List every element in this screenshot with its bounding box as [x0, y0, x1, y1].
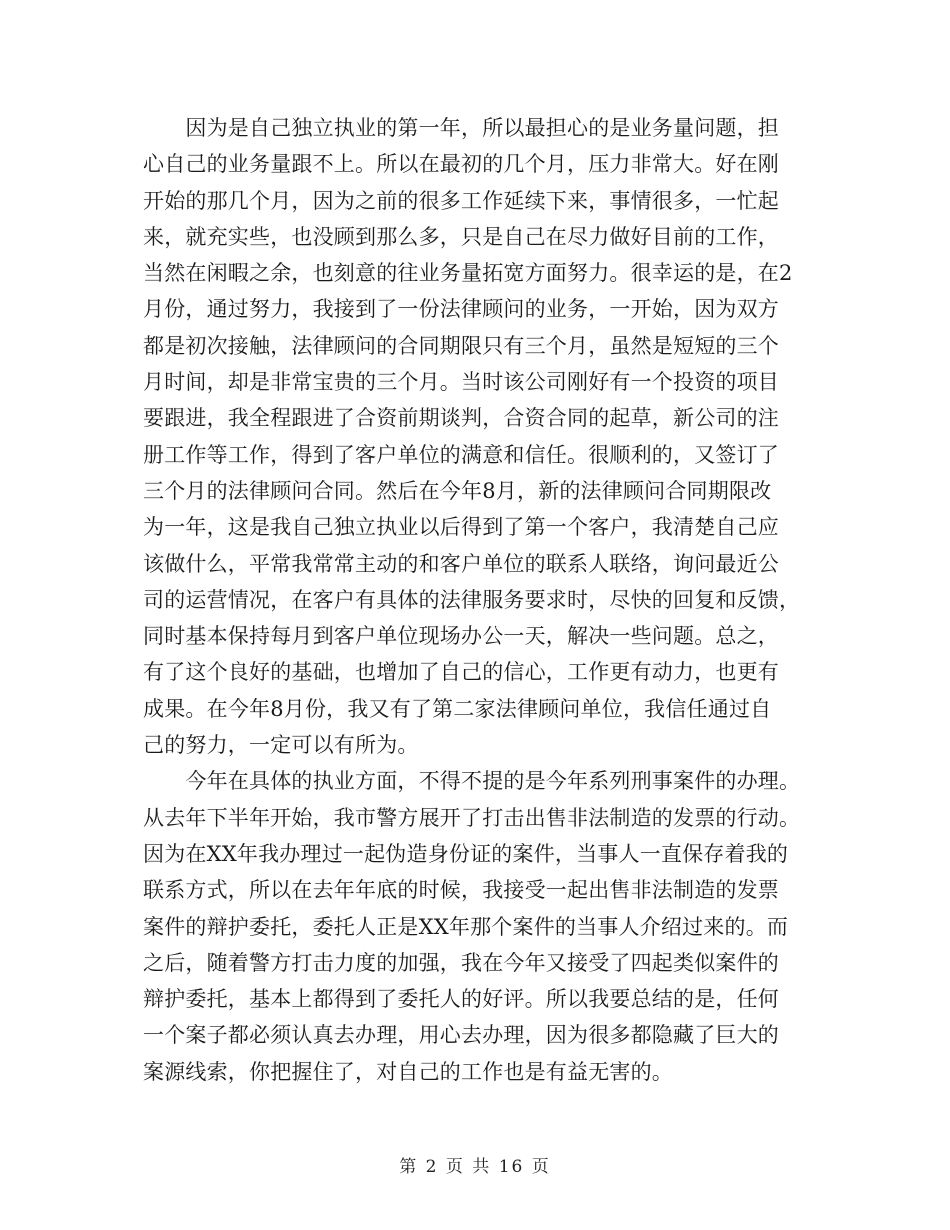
- text-line: 开始的那几个月，因为之前的很多工作延续下来，事情很多，一忙起: [143, 188, 779, 213]
- text-line: 因为在XX年我办理过一起伪造身份证的案件，当事人一直保存着我的: [143, 841, 789, 866]
- text-line: 当然在闲暇之余，也刻意的往业务量拓宽方面努力。很幸运的是，在2: [143, 261, 793, 286]
- text-line: 有了这个良好的基础，也增加了自己的信心，工作更有动力，也更有: [143, 660, 779, 685]
- text-line: 同时基本保持每月到客户单位现场办公一天，解决一些问题。总之，: [143, 624, 779, 649]
- text-line: 案源线索，你把握住了，对自己的工作也是有益无害的。: [143, 1059, 673, 1084]
- text-line: 该做什么，平常我常常主动的和客户单位的联系人联络，询问最近公: [143, 551, 779, 576]
- text-line: 因为是自己独立执业的第一年，所以最担心的是业务量问题，担: [143, 116, 779, 140]
- text-line: 都是初次接触，法律顾问的合同期限只有三个月，虽然是短短的三个: [143, 333, 779, 358]
- text-line: 册工作等工作，得到了客户单位的满意和信任。很顺利的，又签订了: [143, 442, 779, 467]
- text-line: 来，就充实些，也没顾到那么多，只是自己在尽力做好目前的工作，: [143, 224, 779, 249]
- document-body: [143, 110, 813, 1090]
- page-number-footer: 第 2 页 共 16 页: [399, 1157, 551, 1177]
- text-line: 月份，通过努力，我接到了一份法律顾问的业务，一开始，因为双方: [143, 297, 779, 322]
- text-line: 心自己的业务量跟不上。所以在最初的几个月，压力非常大。好在刚: [143, 152, 779, 177]
- text-line: 联系方式，所以在去年年底的时候，我接受一起出售非法制造的发票: [143, 878, 779, 903]
- text-line: 从去年下半年开始，我市警方展开了打击出售非法制造的发票的行动。: [143, 805, 801, 830]
- text-line: 辩护委托，基本上都得到了委托人的好评。所以我要总结的是，任何: [143, 987, 779, 1012]
- text-line: 案件的辩护委托，委托人正是XX年那个案件的当事人介绍过来的。而: [143, 914, 789, 939]
- text-line: 今年在具体的执业方面，不得不提的是今年系列刑事案件的办理。: [143, 769, 801, 794]
- text-line: 一个案子都必须认真去办理，用心去办理，因为很多都隐藏了巨大的: [143, 1023, 779, 1048]
- text-line: 成果。在今年8月份，我又有了第二家法律顾问单位，我信任通过自: [143, 696, 772, 721]
- text-line: 己的努力，一定可以有所为。: [143, 733, 419, 758]
- text-line: 要跟进，我全程跟进了合资前期谈判，合资合同的起草，新公司的注: [143, 406, 779, 431]
- text-line: 之后，随着警方打击力度的加强，我在今年又接受了四起类似案件的: [143, 950, 779, 975]
- text-line: 月时间，却是非常宝贵的三个月。当时该公司刚好有一个投资的项目: [143, 370, 779, 395]
- text-line: 司的运营情况，在客户有具体的法律服务要求时，尽快的回复和反馈，: [143, 587, 801, 612]
- text-line: 三个月的法律顾问合同。然后在今年8月，新的法律顾问合同期限改: [143, 478, 772, 503]
- text-line: 为一年，这是我自己独立执业以后得到了第一个客户，我清楚自己应: [143, 515, 779, 540]
